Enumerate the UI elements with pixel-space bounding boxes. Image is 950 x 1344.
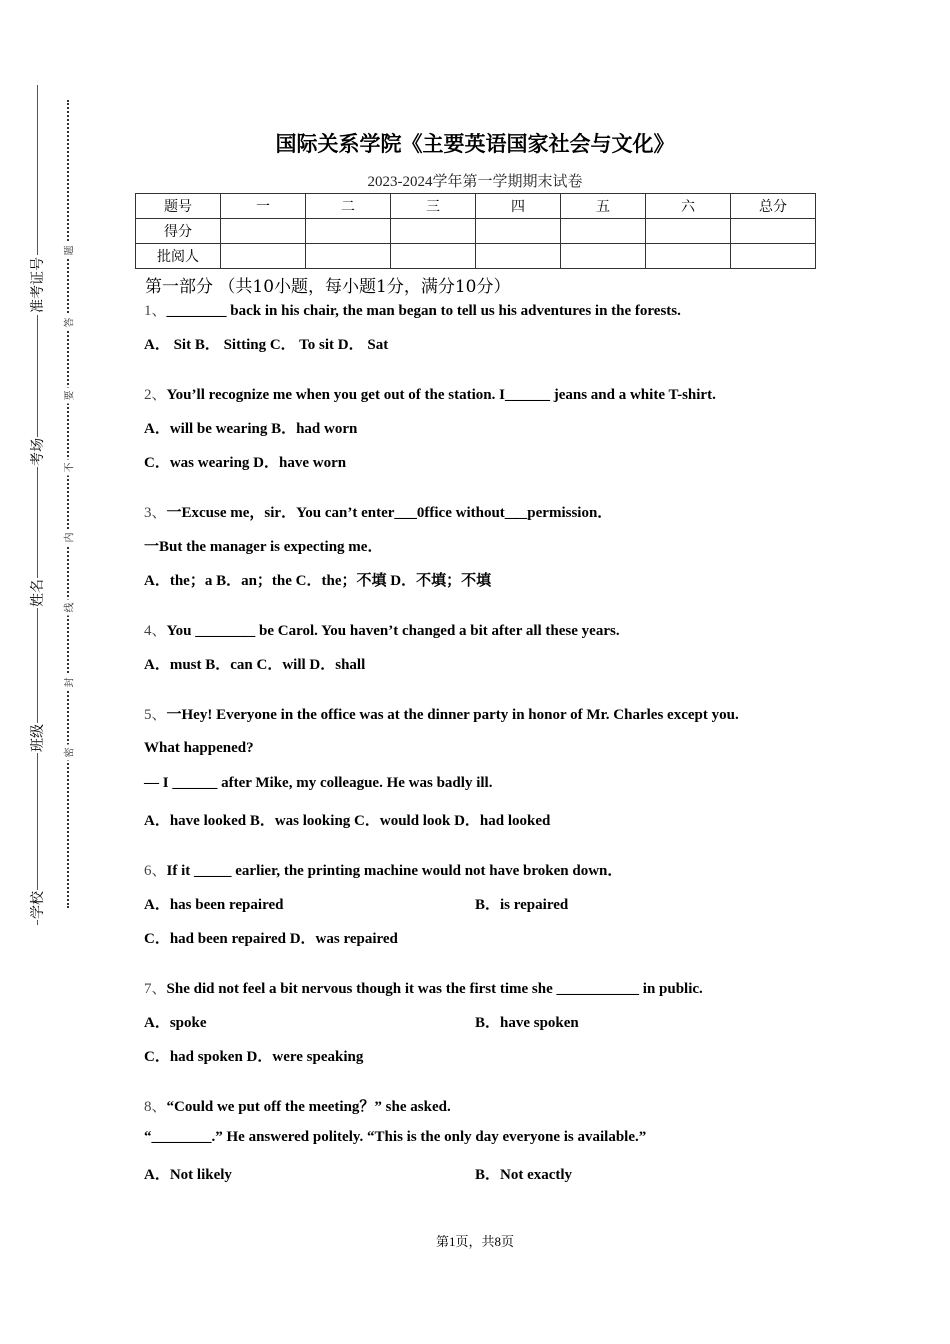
option-a: A．spoke: [144, 1015, 207, 1031]
header-cell: 四: [476, 194, 561, 219]
question-2: 2、You’ll recognize me when you get out of the station. I______ jeans and a white T-shirt.: [144, 387, 716, 403]
seal-char: 不: [61, 460, 76, 476]
options: C．had been repaired D．was repaired: [144, 931, 398, 947]
table-row: [136, 219, 816, 244]
table-header-row: [136, 194, 816, 219]
subtitle: 2023-2024学年第一学期期末试卷: [367, 174, 583, 190]
seal-char: 封: [61, 675, 76, 691]
question-5: 5、一Hey! Everyone in the office was at the dinner party in honor of Mr. Charles except you.: [144, 707, 739, 723]
field-exam-id: 准考证号: [27, 255, 47, 315]
header-cell: 总分: [731, 194, 816, 219]
seal-char: 题: [61, 243, 76, 259]
question-8: 8、“Could we put off the meeting？” she asked.: [144, 1099, 451, 1115]
question-line: What happened?: [144, 740, 254, 756]
question-line: “________.” He answered politely. “This is the only day everyone is available.”: [144, 1129, 647, 1145]
field-exam-room: 考场: [27, 437, 47, 467]
option-b: B．Not exactly: [475, 1167, 573, 1183]
seal-char: 线: [61, 600, 76, 616]
options: A．must B．can C．will D．shall: [144, 657, 366, 673]
option-a: A．Not likely: [144, 1167, 232, 1183]
section-heading: 第一部分 （共10小题，每小题1分，满分10分）: [145, 277, 511, 297]
seal-char: 内: [61, 530, 76, 546]
seal-dotted-line: [67, 100, 69, 908]
seal-char: 密: [61, 745, 76, 761]
option-b: B．have spoken: [475, 1015, 579, 1031]
question-3: 3、一Excuse me，sir．You can’t enter___0ffice without___permission．: [144, 505, 613, 521]
options: A．will be wearing B．had worn: [144, 421, 358, 437]
question-line: — I ______ after Mike, my colleague. He was badly ill.: [144, 775, 493, 791]
page-footer: 第1页，共8页: [435, 1234, 514, 1249]
question-7: 7、She did not feel a bit nervous though it was the first time she ___________ in public.: [144, 981, 703, 997]
question-6: 6、If it _____ earlier, the printing machine would not have broken down．: [144, 863, 623, 879]
binding-line: [37, 85, 38, 925]
seal-char: 要: [61, 388, 76, 404]
options: A．the；a B．an；the C．the；不填 D．不填；不填: [144, 573, 492, 589]
field-class: 班级: [27, 723, 47, 753]
field-school: 学校: [27, 890, 47, 920]
option-b: B．is repaired: [475, 897, 569, 913]
header-cell: 三: [391, 194, 476, 219]
row-label: 批阅人: [136, 244, 221, 269]
score-table: [135, 193, 816, 269]
question-line: 一But the manager is expecting me．: [144, 539, 383, 555]
page-title: 国际关系学院《主要英语国家社会与文化》: [275, 132, 675, 156]
options: C．had spoken D．were speaking: [144, 1049, 364, 1065]
question-4: 4、You ________ be Carol. You haven’t changed a bit after all these years.: [144, 623, 620, 639]
options: C．was wearing D．have worn: [144, 455, 347, 471]
field-name: 姓名: [27, 578, 47, 608]
header-cell: 二: [306, 194, 391, 219]
header-cell: 一: [221, 194, 306, 219]
header-cell: 题号: [136, 194, 221, 219]
options: A．have looked B．was looking C．would look D．had looked: [144, 813, 551, 829]
question-1: 1、________ back in his chair, the man began to tell us his adventures in the forests.: [144, 303, 681, 319]
header-cell: 六: [646, 194, 731, 219]
options: A． Sit B． Sitting C． To sit D． Sat: [144, 337, 389, 353]
table-row: [136, 244, 816, 269]
header-cell: 五: [561, 194, 646, 219]
row-label: 得分: [136, 219, 221, 244]
option-a: A．has been repaired: [144, 897, 284, 913]
seal-char: 答: [61, 315, 76, 331]
